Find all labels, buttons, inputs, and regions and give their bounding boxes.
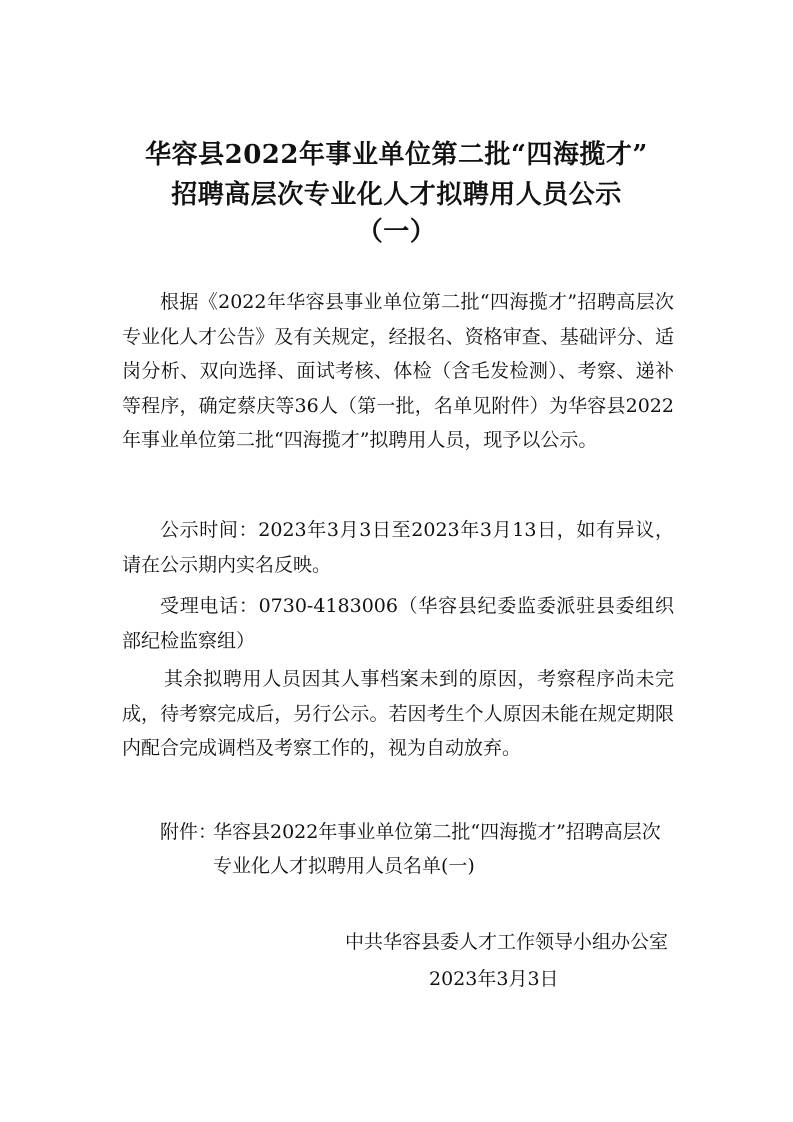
body-paragraph-remaining: 其余拟聘用人员因其人事档案未到的原因，考察程序尚未完成，待考察完成后，另行公示。若因考生个人原因未能在规定期限内配合完成调档及考察工作的，视为自动放弃。 (122, 668, 674, 759)
attachment-label: 附件： (160, 821, 218, 843)
title-line-3: （一） (356, 217, 437, 247)
title-line-1: 华容县2022年事业单位第二批“四海揽才” (145, 140, 648, 170)
attachment-text: 华容县2022年事业单位第二批“四海揽才”招聘高层次专业化人才拟聘用人员名单(一) (213, 821, 661, 877)
body-paragraph-period: 公示时间：2023年3月3日至2023年3月13日，如有异议，请在公示期内实名反映。 (122, 519, 674, 576)
body-paragraph-basis: 根据《2022年华容县事业单位第二批“四海揽才”招聘高层次专业化人才公告》及有关规定，经报名、资格审查、基础评分、适岗分析、双向选择、面试考核、体检（含毛发检测）、考察、递补等程序，确定蔡庆等36人（第一批，名单见附件）为华容县2022年事业单位第二批“四海揽才”拟聘用人员，现予以公示。 (122, 291, 674, 451)
signature-date: 2023年3月3日 (429, 968, 559, 990)
signature-organization: 中共华容县委人才工作领导小组办公室 (345, 931, 669, 953)
body-paragraph-phone: 受理电话：0730-4183006（华容县纪委监委派驻县委组织部纪检监察组） (122, 595, 674, 652)
title-line-2: 招聘高层次专业化人才拟聘用人员公示 (171, 180, 622, 210)
